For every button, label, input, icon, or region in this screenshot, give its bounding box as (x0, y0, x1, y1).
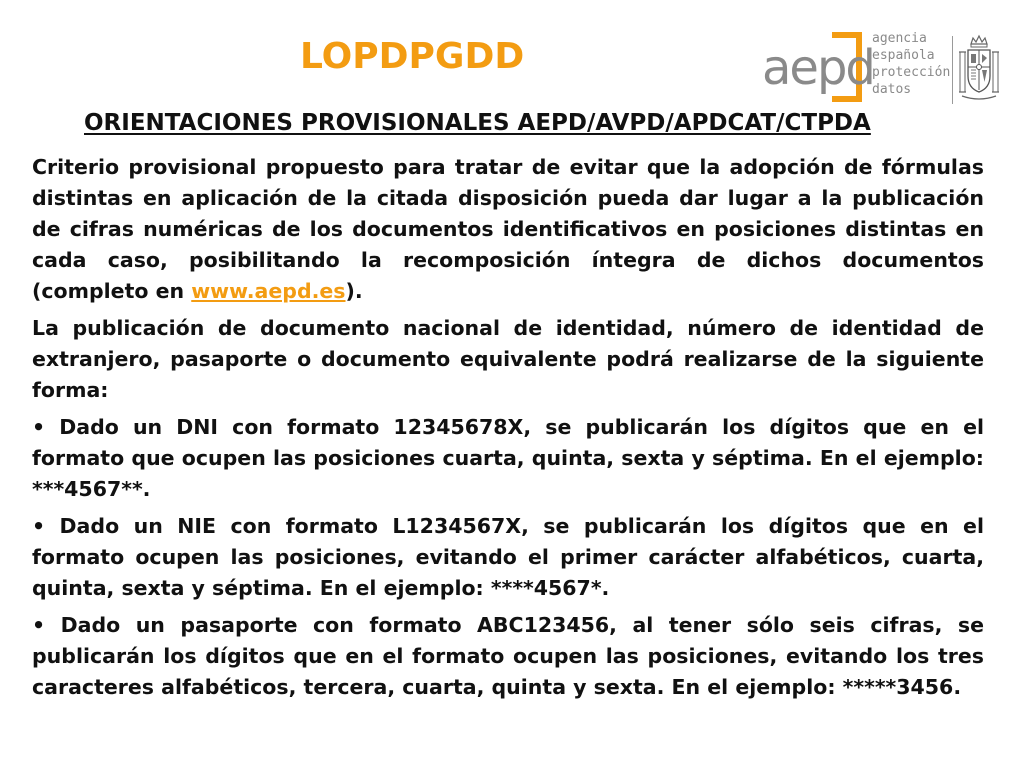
bullet-passport: • Dado un pasaporte con formato ABC123456, al tener sólo seis cifras, se publicarán los dígitos que en el formato ocupen las posiciones, evitando los tres caracteres alfabéticos, tercera, cuarta, quinta y sexta. En el ejemplo: *****3456. (32, 613, 984, 699)
logo-divider (952, 36, 953, 104)
aepd-logo (762, 30, 1002, 108)
logo-brand-text: aepd (762, 40, 874, 96)
intro-text: Criterio provisional propuesto para tratar de evitar que la adopción de fórmulas distintas en aplicación de la citada disposición pueda dar lugar a la publicación de cifras numéricas de los documentos identificativos en posiciones distintas en cada caso, posibilitando la recomposición íntegra de dichos documentos (completo en (32, 155, 984, 303)
aepd-website-link[interactable]: www.aepd.es (191, 279, 346, 303)
logo-words (872, 30, 950, 98)
bullet-nie: • Dado un NIE con formato L1234567X, se publicarán los dígitos que en el formato ocupen las posiciones, evitando el primer carácter alfabéticos, cuarta, quinta, sexta y séptima. En el ejemplo: ****4567*. (32, 514, 984, 600)
logo-word: datos (872, 82, 912, 97)
intro-paragraph (32, 152, 984, 307)
intro-text-end: ). (345, 279, 363, 303)
logo-word: agencia (872, 31, 927, 46)
logo-word: española (872, 48, 935, 63)
bullet-dni: • Dado un DNI con formato 12345678X, se publicarán los dígitos que en el formato que ocupen las posiciones cuarta, quinta, sexta y séptima. En el ejemplo: ***4567**. (32, 415, 984, 501)
page-subtitle: ORIENTACIONES PROVISIONALES AEPD/AVPD/APDCAT/CTPDA (84, 110, 871, 136)
coat-of-arms-spain-icon (958, 34, 1000, 106)
logo-word: protección (872, 65, 951, 80)
document-body (32, 152, 984, 709)
page-title: LOPDPGDD (300, 36, 525, 77)
publication-paragraph: La publicación de documento nacional de identidad, número de identidad de extranjero, pasaporte o documento equivalente podrá realizarse de la siguiente forma: (32, 316, 984, 402)
